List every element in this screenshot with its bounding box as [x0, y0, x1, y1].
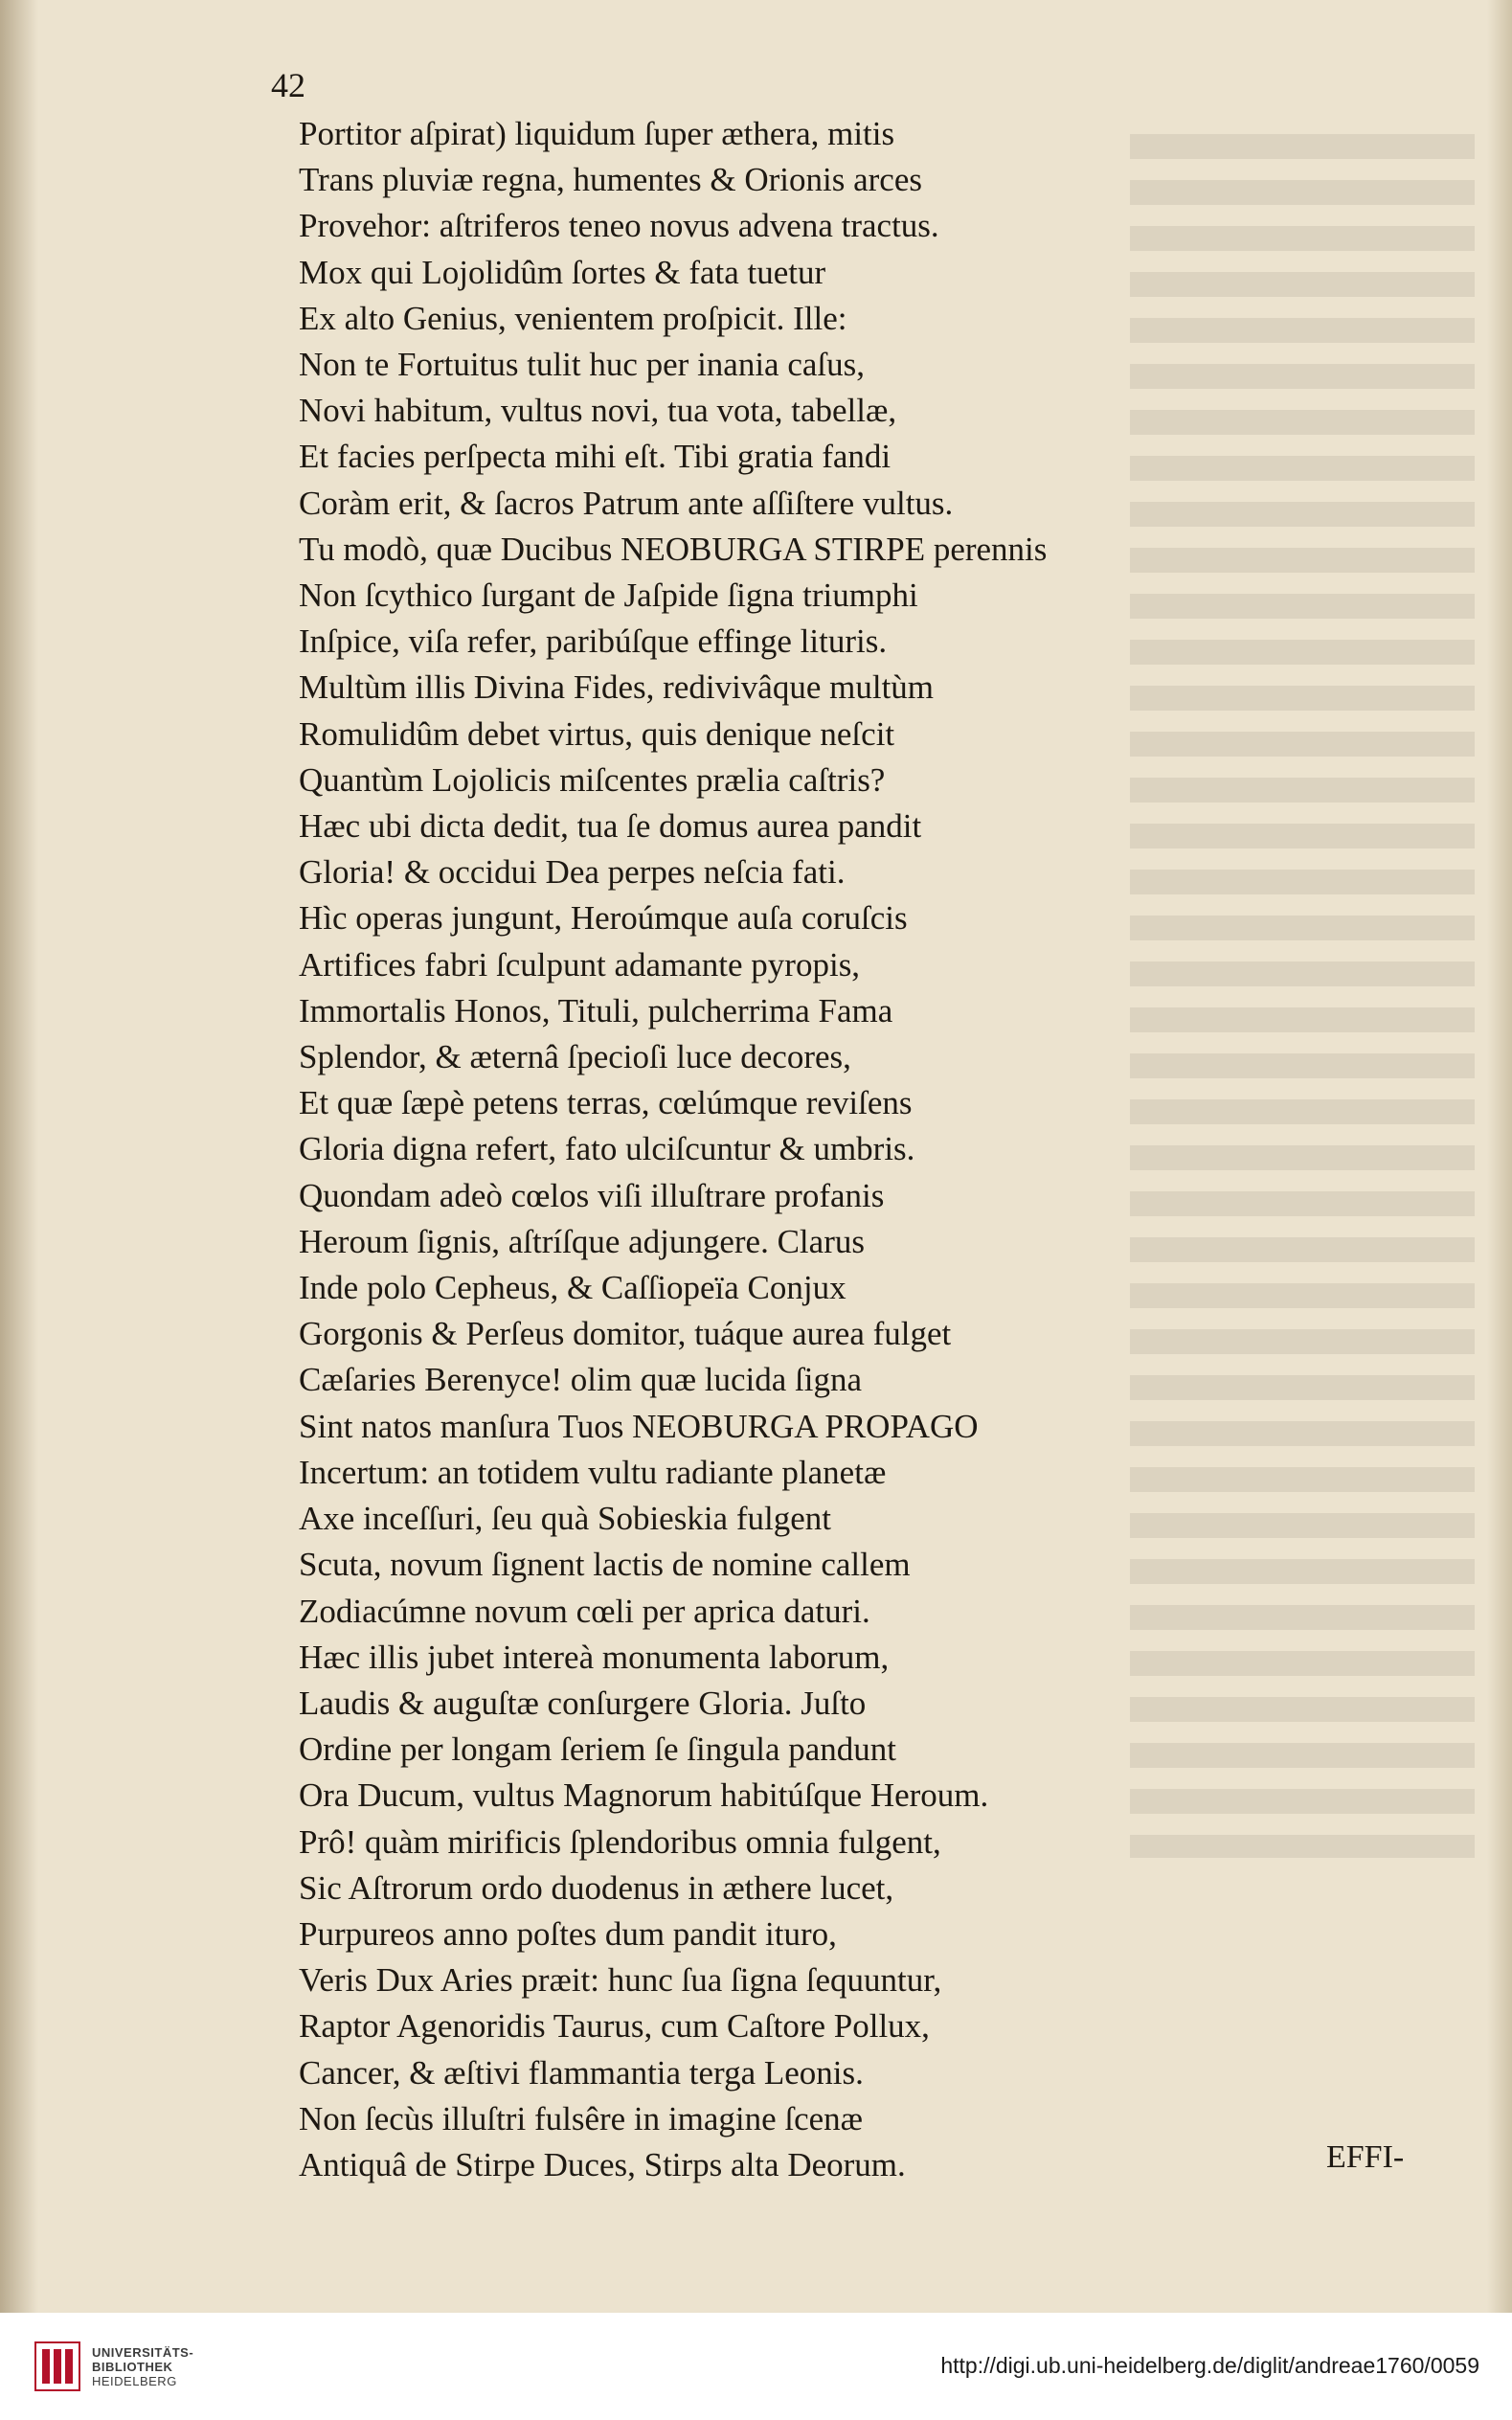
verse-line: Sic Aſtrorum ordo duodenus in æthere lucet, — [299, 1868, 894, 1907]
verse-line: Purpureos anno poſtes dum pandit ituro, — [299, 1914, 837, 1953]
verse-text — [299, 111, 1047, 2188]
verse-line: Ora Ducum, vultus Magnorum habitúſque Heroum. — [299, 1776, 989, 1815]
verse-line: Non ſecùs illuſtri fulsêre in imagine ſcenæ — [299, 2099, 864, 2137]
library-logo-icon — [34, 2341, 80, 2391]
verse-line: Quantùm Lojolicis miſcentes prælia caſtris? — [299, 760, 886, 799]
verse-line: Inſpice, viſa refer, paribúſque effinge lituris. — [299, 622, 888, 661]
library-name-line: HEIDELBERG — [92, 2374, 177, 2388]
verse-line: Hìc operas jungunt, Heroúmque auſa coruſcis — [299, 899, 908, 938]
verse-line: Scuta, novum ſignent lactis de nomine callem — [299, 1546, 911, 1584]
verse-line: Antiquâ de Stirpe Duces, Stirps alta Deorum. — [299, 2145, 906, 2183]
verse-line: Quondam adeò cœlos viſi illuſtrare profanis — [299, 1176, 885, 1214]
verse-line: Cancer, & æſtivi flammantia terga Leonis. — [299, 2053, 864, 2092]
source-url-link[interactable]: http://digi.ub.uni-heidelberg.de/diglit/andreae1760/0059 — [940, 2353, 1479, 2378]
verse-line: Raptor Agenoridis Taurus, cum Caſtore Pollux, — [299, 2007, 930, 2046]
verse-line: Immortalis Honos, Tituli, pulcherrima Fama — [299, 991, 893, 1029]
verse-line: Veris Dux Aries præit: hunc ſua ſigna ſequuntur, — [299, 1961, 942, 2000]
verse-line: Et quæ ſæpè petens terras, cœlúmque reviſens — [299, 1084, 913, 1122]
verse-line: Coràm erit, & ſacros Patrum ante aſſiſtere vultus. — [299, 484, 954, 522]
verse-line: Ex alto Genius, venientem proſpicit. Ille: — [299, 299, 847, 337]
library-name — [92, 2345, 193, 2388]
library-name-line: UNIVERSITÄTS- — [92, 2345, 194, 2360]
verse-line: Multùm illis Divina Fides, redivivâque multùm — [299, 668, 935, 707]
verse-line: Zodiacúmne novum cœli per aprica daturi. — [299, 1592, 870, 1630]
verse-line: Et facies perſpecta mihi eſt. Tibi gratia fandi — [299, 438, 891, 476]
verse-line: Gorgonis & Perſeus domitor, tuáque aurea fulget — [299, 1315, 952, 1353]
bleed-through-shadow — [1130, 134, 1475, 1858]
verse-line: Prô! quàm mirificis ſplendoribus omnia fulgent, — [299, 1822, 941, 1861]
verse-line: Splendor, & æternâ ſpecioſi luce decores, — [299, 1038, 851, 1076]
verse-line: Cæſaries Berenyce! olim quæ lucida ſigna — [299, 1361, 863, 1399]
verse-line: Heroum ſignis, aſtríſque adjungere. Clarus — [299, 1222, 865, 1260]
verse-line: Artifices fabri ſculpunt adamante pyropis, — [299, 945, 861, 984]
verse-line: Axe inceſſuri, ſeu quà Sobieskia fulgent — [299, 1500, 831, 1538]
verse-line: Novi habitum, vultus novi, tua vota, tabellæ, — [299, 392, 897, 430]
verse-line: Romulidûm debet virtus, quis denique neſcit — [299, 714, 895, 753]
verse-line: Hæc ubi dicta dedit, tua ſe domus aurea pandit — [299, 807, 922, 846]
viewer-footer — [0, 2313, 1512, 2420]
verse-line: Inde polo Cepheus, & Caſſiopeïa Conjux — [299, 1269, 846, 1307]
verse-line: Mox qui Lojolidûm ſortes & fata tuetur — [299, 253, 826, 291]
verse-line: Hæc illis jubet intereà monumenta laborum, — [299, 1638, 890, 1676]
page-number: 42 — [271, 66, 305, 104]
verse-line: Non ſcythico ſurgant de Jaſpide ſigna triumphi — [299, 577, 918, 615]
library-name-line: BIBLIOTHEK — [92, 2360, 173, 2374]
verse-line: Non te Fortuitus tulit huc per inania caſus, — [299, 346, 866, 384]
verse-line: Tu modò, quæ Ducibus NEOBURGA STIRPE perennis — [299, 530, 1048, 568]
verse-line: Provehor: aſtriferos teneo novus advena tractus. — [299, 207, 939, 245]
verse-line: Gloria digna refert, fato ulciſcuntur & umbris. — [299, 1130, 915, 1168]
verse-line: Gloria! & occidui Dea perpes neſcia fati. — [299, 853, 846, 892]
verse-line: Incertum: an totidem vultu radiante planetæ — [299, 1453, 887, 1491]
catchword: EFFI- — [1326, 2139, 1405, 2175]
verse-line: Laudis & auguſtæ conſurgere Gloria. Juſto — [299, 1684, 867, 1722]
verse-line: Ordine per longam ſeriem ſe ſingula pandunt — [299, 1730, 896, 1769]
verse-line: Portitor aſpirat) liquidum ſuper æthera, mitis — [299, 115, 895, 152]
verse-line: Sint natos manſura Tuos NEOBURGA PROPAGO — [299, 1407, 979, 1445]
verse-line: Trans pluviæ regna, humentes & Orionis arces — [299, 161, 922, 199]
